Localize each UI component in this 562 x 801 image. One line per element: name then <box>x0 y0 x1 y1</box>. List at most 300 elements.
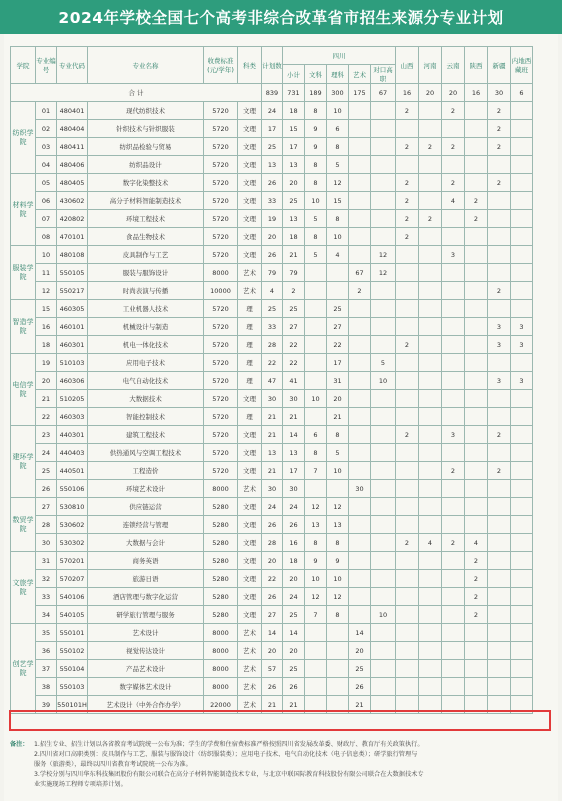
table-cell: 18 <box>283 552 305 570</box>
table-cell: 15 <box>36 300 57 318</box>
major-name: 现代纺织技术 <box>88 102 204 120</box>
table-cell: 530302 <box>57 534 88 552</box>
table-cell: 20 <box>262 642 283 660</box>
table-cell <box>349 552 371 570</box>
table-cell: 5720 <box>204 102 238 120</box>
table-cell <box>511 444 533 462</box>
table-cell <box>371 102 396 120</box>
table-cell: 550106 <box>57 480 88 498</box>
table-cell <box>419 552 442 570</box>
table-row <box>11 102 533 120</box>
table-cell: 文理 <box>238 552 262 570</box>
table-cell: 5720 <box>204 372 238 390</box>
table-cell <box>349 498 371 516</box>
table-row <box>11 300 533 318</box>
major-name: 环境艺术设计 <box>88 480 204 498</box>
table-cell: 12 <box>327 588 349 606</box>
table-cell: 04 <box>36 156 57 174</box>
table-cell <box>442 588 465 606</box>
table-cell: 3 <box>442 246 465 264</box>
table-cell: 2 <box>396 210 419 228</box>
table-cell <box>511 624 533 642</box>
table-cell: 2 <box>442 138 465 156</box>
table-cell: 33 <box>36 588 57 606</box>
table-cell: 32 <box>36 570 57 588</box>
table-cell <box>488 192 511 210</box>
major-name: 皮具制作与工艺 <box>88 246 204 264</box>
table-cell <box>371 624 396 642</box>
table-cell <box>419 624 442 642</box>
table-cell: 8000 <box>204 480 238 498</box>
table-cell <box>327 660 349 678</box>
table-cell: 2 <box>396 102 419 120</box>
table-cell: 28 <box>262 336 283 354</box>
table-cell: 5720 <box>204 210 238 228</box>
table-cell <box>419 300 442 318</box>
table-cell <box>419 120 442 138</box>
table-cell <box>396 282 419 300</box>
table-cell <box>396 660 419 678</box>
table-cell: 2 <box>442 174 465 192</box>
table-cell: 2 <box>349 282 371 300</box>
table-row <box>11 516 533 534</box>
table-cell: 文理 <box>238 120 262 138</box>
table-cell: 26 <box>283 516 305 534</box>
total-cell: 839 <box>262 84 283 102</box>
table-cell: 文理 <box>238 210 262 228</box>
table-cell: 13 <box>283 444 305 462</box>
table-cell: 33 <box>262 318 283 336</box>
table-cell: 5720 <box>204 300 238 318</box>
table-cell: 3 <box>488 318 511 336</box>
table-cell: 3 <box>511 318 533 336</box>
table-cell <box>488 624 511 642</box>
table-cell: 10 <box>36 246 57 264</box>
total-cell: 67 <box>371 84 396 102</box>
table-cell: 25 <box>283 660 305 678</box>
table-cell <box>305 408 327 426</box>
table-cell <box>371 570 396 588</box>
table-cell: 2 <box>465 588 488 606</box>
table-cell: 30 <box>36 534 57 552</box>
table-cell: 37 <box>36 660 57 678</box>
table-cell <box>511 408 533 426</box>
table-cell: 艺术 <box>238 624 262 642</box>
table-cell: 5280 <box>204 498 238 516</box>
table-cell <box>419 156 442 174</box>
table-cell <box>371 642 396 660</box>
table-cell: 2 <box>396 138 419 156</box>
table-cell: 文理 <box>238 138 262 156</box>
table-cell <box>442 264 465 282</box>
table-cell: 30 <box>262 480 283 498</box>
table-cell <box>465 678 488 696</box>
table-cell: 5720 <box>204 318 238 336</box>
table-cell: 480108 <box>57 246 88 264</box>
table-cell: 文理 <box>238 192 262 210</box>
table-cell: 12 <box>327 498 349 516</box>
table-cell: 17 <box>283 138 305 156</box>
table-cell <box>371 678 396 696</box>
table-cell: 22 <box>283 336 305 354</box>
table-cell: 5280 <box>204 588 238 606</box>
table-row <box>11 606 533 624</box>
table-cell <box>419 318 442 336</box>
table-cell <box>511 660 533 678</box>
table-cell <box>511 498 533 516</box>
table-cell: 2 <box>488 102 511 120</box>
table-cell: 550104 <box>57 660 88 678</box>
table-cell: 5 <box>327 156 349 174</box>
table-cell: 26 <box>262 174 283 192</box>
table-cell: 理 <box>238 336 262 354</box>
table-cell <box>511 480 533 498</box>
table-cell: 440501 <box>57 462 88 480</box>
table-cell: 5720 <box>204 390 238 408</box>
table-row <box>11 156 533 174</box>
table-cell: 24 <box>262 498 283 516</box>
table-cell <box>511 102 533 120</box>
table-cell <box>511 174 533 192</box>
table-cell: 文理 <box>238 246 262 264</box>
table-cell <box>465 660 488 678</box>
table-cell: 26 <box>262 246 283 264</box>
major-name: 纺织品检验与贸易 <box>88 138 204 156</box>
major-name: 高分子材料智能制造技术 <box>88 192 204 210</box>
table-cell: 33 <box>262 192 283 210</box>
table-cell <box>488 660 511 678</box>
table-cell <box>349 390 371 408</box>
table-cell: 10 <box>327 228 349 246</box>
table-cell: 13 <box>262 444 283 462</box>
table-cell <box>349 174 371 192</box>
table-cell: 20 <box>262 552 283 570</box>
table-cell: 2 <box>396 228 419 246</box>
table-cell <box>419 570 442 588</box>
table-cell: 38 <box>36 678 57 696</box>
table-cell: 5720 <box>204 228 238 246</box>
table-row <box>11 552 533 570</box>
table-cell: 26 <box>262 588 283 606</box>
table-cell: 2 <box>283 282 305 300</box>
table-cell <box>511 264 533 282</box>
table-cell: 20 <box>327 390 349 408</box>
table-cell <box>327 678 349 696</box>
table-cell: 530602 <box>57 516 88 534</box>
table-cell: 460303 <box>57 408 88 426</box>
table-cell: 8 <box>327 606 349 624</box>
table-cell: 文理 <box>238 606 262 624</box>
header-sc-art: 艺术 <box>349 65 371 84</box>
table-cell <box>442 228 465 246</box>
college-name: 电信学院 <box>11 354 36 426</box>
table-cell: 8 <box>305 444 327 462</box>
table-cell: 27 <box>36 498 57 516</box>
table-cell: 28 <box>36 516 57 534</box>
table-row <box>11 462 533 480</box>
header-xinjiang: 新疆 <box>488 47 511 84</box>
table-cell: 4 <box>419 534 442 552</box>
table-cell <box>419 336 442 354</box>
table-cell <box>419 588 442 606</box>
table-cell: 2 <box>396 174 419 192</box>
table-cell: 10 <box>305 192 327 210</box>
table-cell <box>465 498 488 516</box>
table-cell <box>465 426 488 444</box>
table-cell: 理 <box>238 354 262 372</box>
table-cell: 文理 <box>238 390 262 408</box>
table-cell <box>327 282 349 300</box>
table-cell <box>442 354 465 372</box>
table-cell <box>305 336 327 354</box>
table-cell <box>419 516 442 534</box>
table-cell <box>396 354 419 372</box>
table-cell: 艺术 <box>238 696 262 714</box>
table-cell: 2 <box>442 462 465 480</box>
header-xizang: 内地西藏班 <box>511 47 533 84</box>
table-cell: 18 <box>283 102 305 120</box>
table-cell <box>488 354 511 372</box>
table-cell: 15 <box>283 120 305 138</box>
table-cell: 22 <box>36 408 57 426</box>
table-row <box>11 570 533 588</box>
table-cell: 8 <box>327 534 349 552</box>
table-cell <box>465 354 488 372</box>
table-cell: 8 <box>327 426 349 444</box>
major-name: 应用电子技术 <box>88 354 204 372</box>
table-cell <box>465 642 488 660</box>
table-cell: 460301 <box>57 336 88 354</box>
table-cell <box>442 390 465 408</box>
major-name: 大数据与会计 <box>88 534 204 552</box>
table-cell: 5280 <box>204 534 238 552</box>
table-cell <box>442 660 465 678</box>
table-cell <box>442 372 465 390</box>
table-cell: 10 <box>371 606 396 624</box>
table-cell <box>488 642 511 660</box>
table-cell: 79 <box>283 264 305 282</box>
table-cell: 17 <box>262 120 283 138</box>
table-cell: 5720 <box>204 336 238 354</box>
header-henan: 河南 <box>419 47 442 84</box>
table-cell: 5 <box>305 210 327 228</box>
table-cell <box>419 102 442 120</box>
table-cell: 14 <box>283 624 305 642</box>
table-cell: 5 <box>327 444 349 462</box>
table-cell <box>349 516 371 534</box>
table-cell <box>442 318 465 336</box>
table-cell <box>349 156 371 174</box>
table-cell <box>488 570 511 588</box>
table-cell: 艺术 <box>238 282 262 300</box>
table-cell <box>465 462 488 480</box>
table-cell: 2 <box>488 138 511 156</box>
note-line: 业实施现场工程师专项培养计划。 <box>34 781 127 788</box>
header-sichuan: 四川 <box>283 47 396 65</box>
plan-sheet <box>4 34 558 801</box>
table-cell: 理 <box>238 318 262 336</box>
table-cell: 文理 <box>238 444 262 462</box>
table-row <box>11 390 533 408</box>
table-cell <box>396 264 419 282</box>
table-cell <box>465 228 488 246</box>
table-cell: 25 <box>327 300 349 318</box>
table-cell: 15 <box>327 192 349 210</box>
table-cell: 24 <box>283 498 305 516</box>
table-row <box>11 534 533 552</box>
table-cell: 27 <box>262 606 283 624</box>
table-row <box>11 318 533 336</box>
table-cell <box>488 606 511 624</box>
table-cell: 13 <box>327 516 349 534</box>
table-cell <box>488 552 511 570</box>
table-cell: 文理 <box>238 174 262 192</box>
table-cell: 艺术 <box>238 480 262 498</box>
table-row <box>11 174 533 192</box>
table-cell <box>488 408 511 426</box>
table-row <box>11 246 533 264</box>
table-cell: 57 <box>262 660 283 678</box>
major-name: 产品艺术设计 <box>88 660 204 678</box>
table-cell <box>327 264 349 282</box>
table-cell <box>349 408 371 426</box>
table-cell <box>419 642 442 660</box>
table-cell <box>511 462 533 480</box>
table-cell: 540106 <box>57 588 88 606</box>
table-cell: 2 <box>488 174 511 192</box>
total-cell: 16 <box>465 84 488 102</box>
table-cell <box>488 264 511 282</box>
table-cell: 480405 <box>57 174 88 192</box>
table-cell: 理 <box>238 408 262 426</box>
table-cell: 30 <box>262 390 283 408</box>
table-cell <box>349 588 371 606</box>
table-cell: 5720 <box>204 462 238 480</box>
table-cell: 03 <box>36 138 57 156</box>
table-cell: 2 <box>396 192 419 210</box>
table-cell <box>305 300 327 318</box>
table-cell <box>442 624 465 642</box>
table-cell: 5280 <box>204 552 238 570</box>
table-cell <box>371 210 396 228</box>
table-cell <box>465 372 488 390</box>
table-cell: 22 <box>283 354 305 372</box>
total-cell: 20 <box>442 84 465 102</box>
table-cell: 26 <box>283 678 305 696</box>
table-cell: 440301 <box>57 426 88 444</box>
table-cell <box>511 426 533 444</box>
table-cell <box>349 462 371 480</box>
table-cell: 7 <box>305 606 327 624</box>
table-cell: 3 <box>511 372 533 390</box>
table-row <box>11 264 533 282</box>
total-cell: 20 <box>419 84 442 102</box>
table-cell <box>511 210 533 228</box>
table-cell: 18 <box>36 336 57 354</box>
table-cell: 30 <box>283 390 305 408</box>
header-shaanxi: 陕西 <box>465 47 488 84</box>
table-cell: 文理 <box>238 570 262 588</box>
table-cell <box>511 300 533 318</box>
table-cell: 440403 <box>57 444 88 462</box>
table-cell: 2 <box>442 102 465 120</box>
total-cell: 300 <box>327 84 349 102</box>
table-cell: 27 <box>283 318 305 336</box>
table-cell <box>419 264 442 282</box>
table-cell: 23 <box>36 426 57 444</box>
notes-body <box>34 740 550 790</box>
table-cell: 12 <box>305 498 327 516</box>
table-cell: 8000 <box>204 678 238 696</box>
table-cell <box>465 282 488 300</box>
table-cell <box>465 444 488 462</box>
table-cell: 5720 <box>204 408 238 426</box>
table-cell: 艺术 <box>238 660 262 678</box>
total-cell: 731 <box>283 84 305 102</box>
table-cell <box>396 156 419 174</box>
table-cell: 550101 <box>57 624 88 642</box>
major-name: 研学旅行管理与服务 <box>88 606 204 624</box>
table-cell: 7 <box>305 462 327 480</box>
table-cell: 5720 <box>204 120 238 138</box>
table-row <box>11 336 533 354</box>
table-cell <box>349 210 371 228</box>
table-cell: 570207 <box>57 570 88 588</box>
table-cell <box>442 480 465 498</box>
table-cell: 25 <box>283 606 305 624</box>
table-cell <box>511 678 533 696</box>
table-row <box>11 444 533 462</box>
table-cell: 510103 <box>57 354 88 372</box>
table-cell <box>511 246 533 264</box>
table-cell <box>371 552 396 570</box>
header-name: 专业名称 <box>88 47 204 84</box>
table-cell: 25 <box>36 462 57 480</box>
major-name: 旅游日语 <box>88 570 204 588</box>
table-cell: 34 <box>36 606 57 624</box>
table-cell <box>371 336 396 354</box>
table-cell: 3 <box>442 426 465 444</box>
table-cell <box>442 516 465 534</box>
table-cell <box>305 660 327 678</box>
table-cell <box>419 408 442 426</box>
table-cell: 12 <box>371 246 396 264</box>
table-cell <box>305 642 327 660</box>
table-cell: 79 <box>262 264 283 282</box>
table-cell <box>419 660 442 678</box>
table-cell <box>488 678 511 696</box>
table-cell: 17 <box>283 462 305 480</box>
total-cell: 6 <box>511 84 533 102</box>
table-cell <box>511 588 533 606</box>
table-row <box>11 678 533 696</box>
table-cell: 20 <box>349 642 371 660</box>
table-cell <box>371 480 396 498</box>
table-cell: 550101H <box>57 696 88 714</box>
table-cell: 8 <box>305 534 327 552</box>
table-cell: 20 <box>36 372 57 390</box>
major-name: 环境工程技术 <box>88 210 204 228</box>
table-cell <box>442 156 465 174</box>
table-cell <box>488 156 511 174</box>
college-name: 服装学院 <box>11 246 36 300</box>
table-cell: 20 <box>283 174 305 192</box>
table-cell: 2 <box>465 552 488 570</box>
table-cell: 460101 <box>57 318 88 336</box>
major-name: 视觉传达设计 <box>88 642 204 660</box>
table-cell: 35 <box>36 624 57 642</box>
table-cell: 13 <box>305 516 327 534</box>
